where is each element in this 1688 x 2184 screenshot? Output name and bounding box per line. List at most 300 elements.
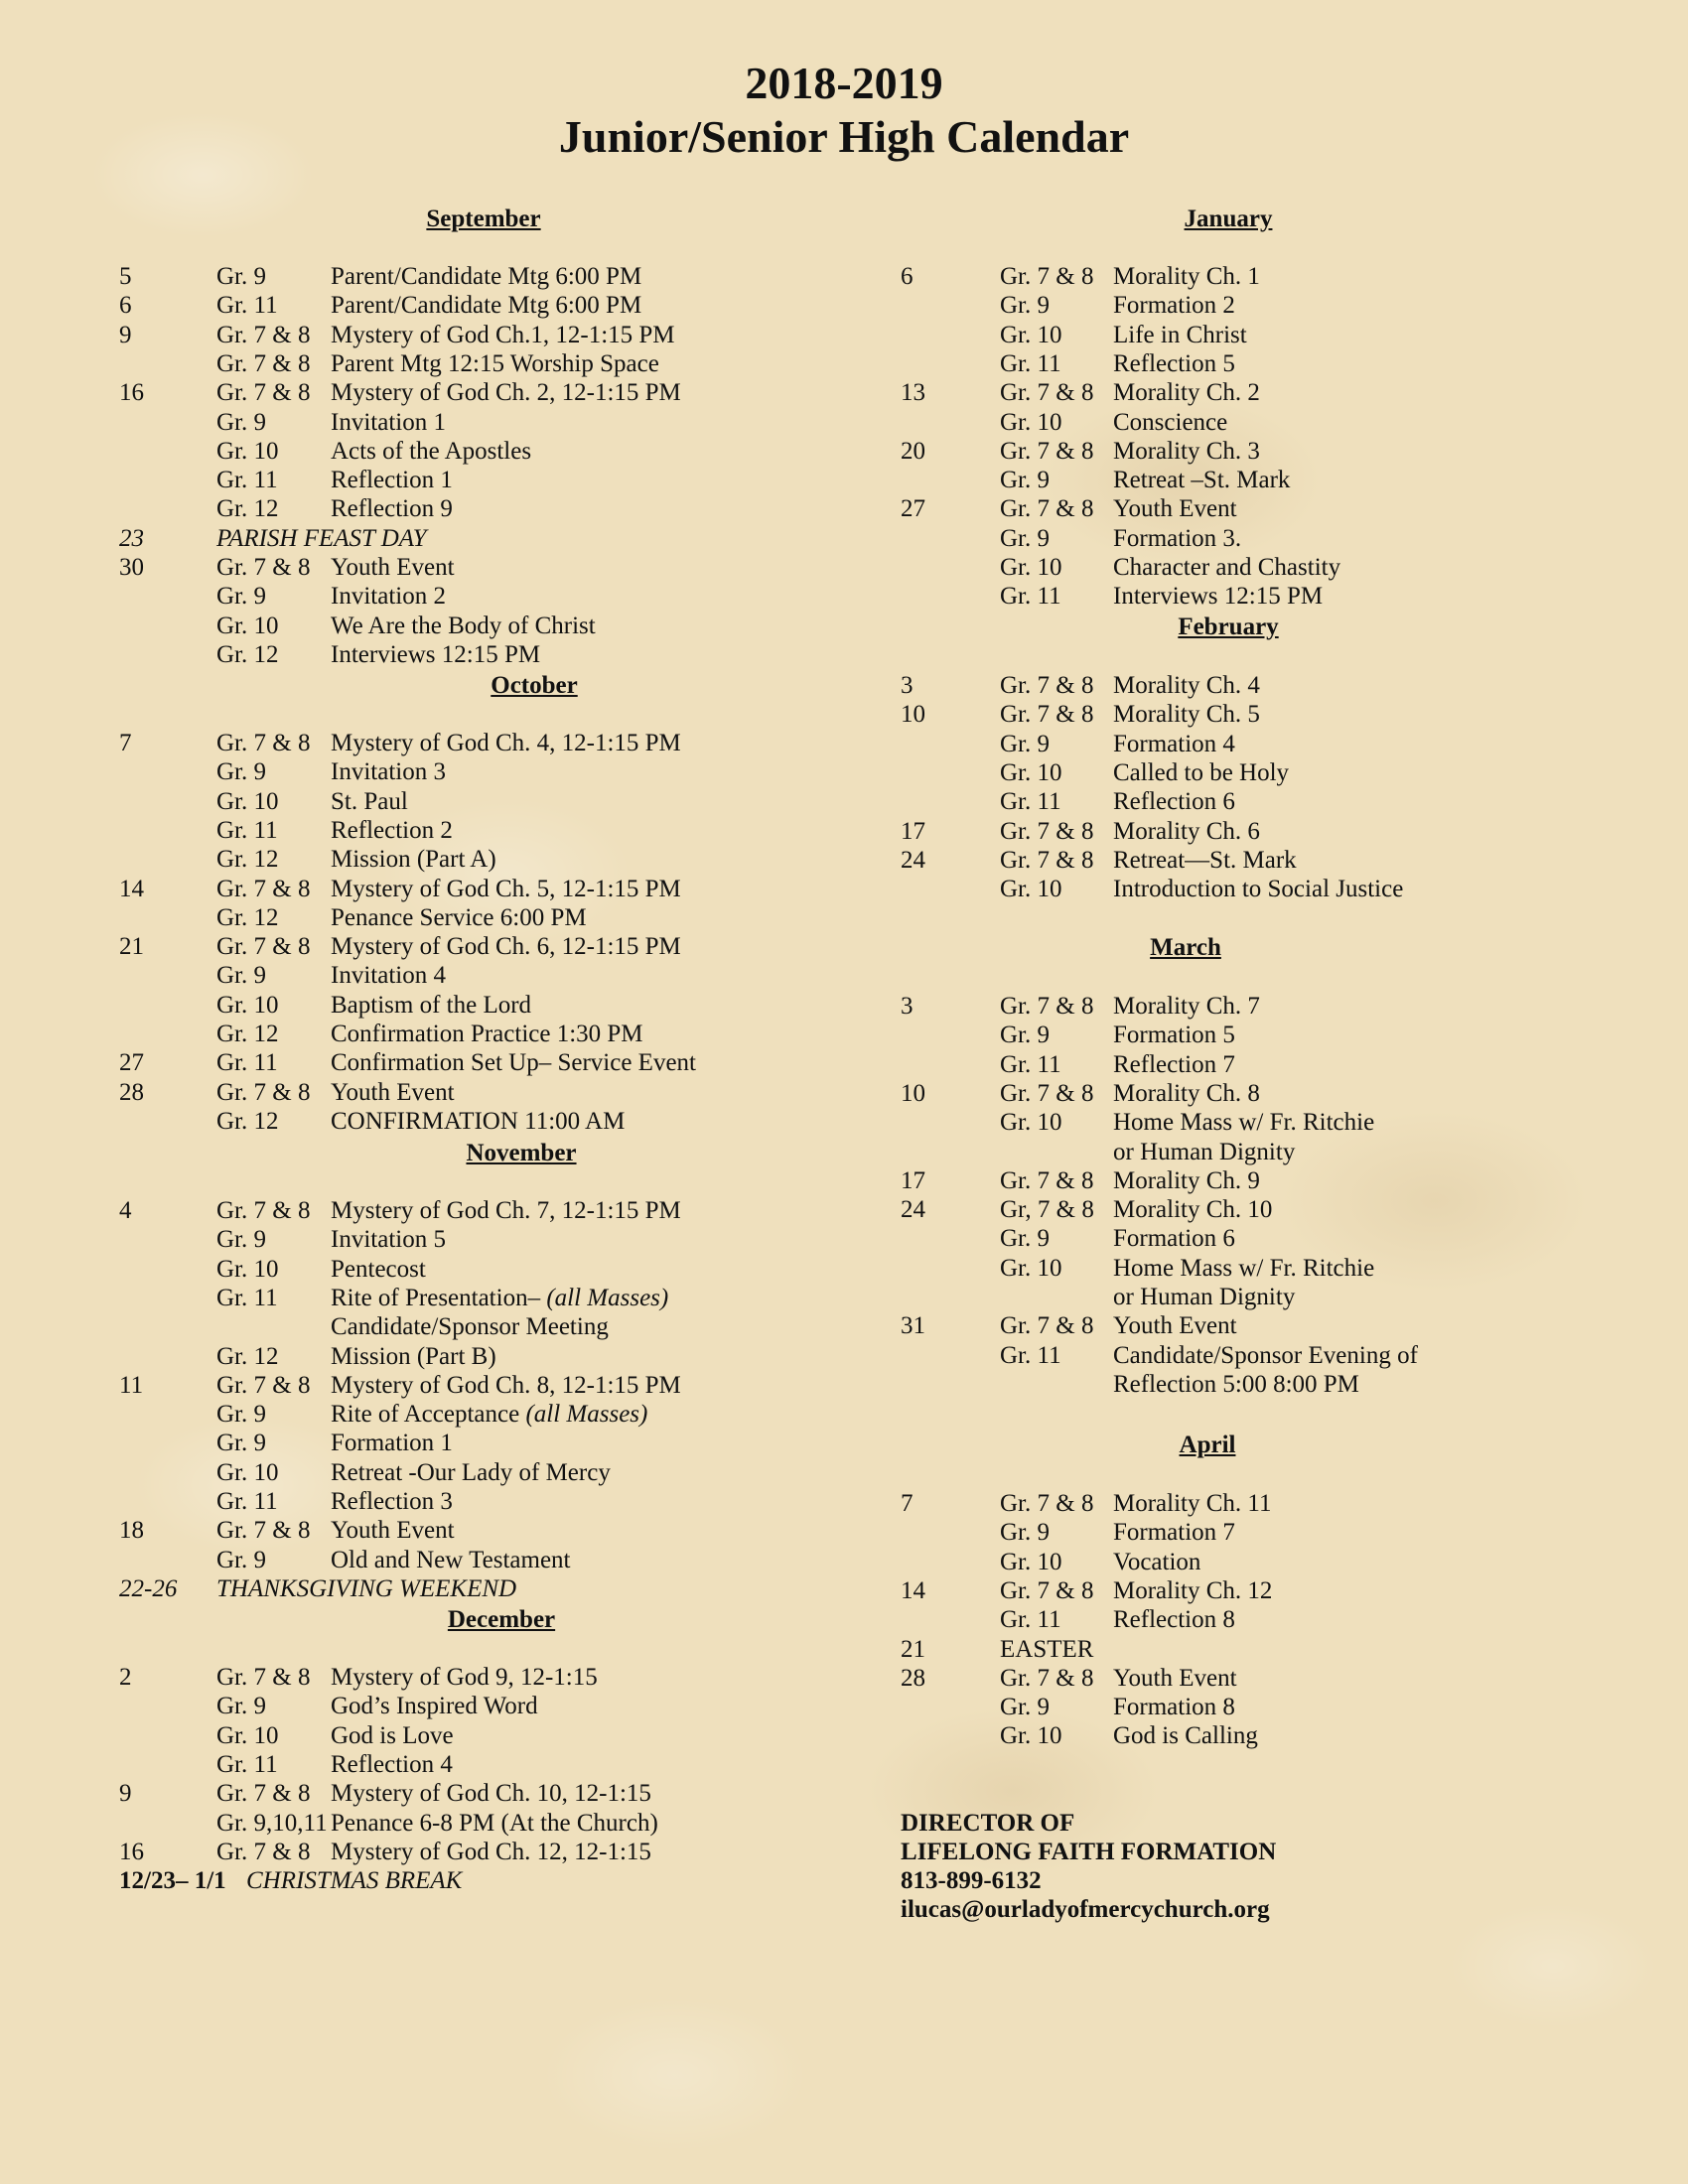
event-description-text: Morality Ch. 5: [1113, 701, 1260, 728]
grade-label: Gr. 9: [216, 1401, 266, 1428]
event-row: [0, 787, 1688, 816]
event-description-text: Morality Ch. 8: [1113, 1080, 1260, 1107]
contact-title: DIRECTOR OF: [901, 1810, 1075, 1837]
event-row: [0, 1400, 1688, 1429]
event-note: (all Masses): [525, 1401, 648, 1428]
grade-label: Gr. 9: [216, 1693, 266, 1719]
contact-email[interactable]: ilucas@ourladyofmercychurch.org: [901, 1896, 1270, 1923]
event-description-text: or Human Dignity: [1113, 1139, 1296, 1165]
event-row: [0, 903, 1688, 932]
event-description: [331, 1838, 651, 1866]
event-row: [0, 321, 1688, 349]
event-description-text: Mystery of God Ch. 5, 12-1:15 PM: [331, 876, 681, 902]
event-description-text: Reflection 8: [1113, 1606, 1235, 1633]
event-description-text: Youth Event: [1113, 1312, 1237, 1339]
event-row: [0, 291, 1688, 320]
event-description: [331, 1750, 453, 1779]
event-day: 10: [901, 701, 925, 728]
event-day: 24: [901, 1196, 925, 1223]
event-description-text: Morality Ch. 4: [1113, 672, 1260, 699]
grade-label: Gr. 7 & 8: [216, 1780, 311, 1807]
event-row: [0, 1458, 1688, 1487]
event-description-text: Retreat—St. Mark: [1113, 847, 1297, 874]
event-row: [0, 1721, 1688, 1750]
event-description: [1113, 875, 1403, 903]
event-day: 6: [119, 292, 132, 319]
grade-label: Gr. 9: [1000, 1694, 1050, 1720]
page-title-year: 2018-2019: [745, 58, 943, 108]
event-description-text: Life in Christ: [1113, 322, 1247, 348]
event-description-text: Morality Ch. 1: [1113, 263, 1260, 290]
event-description-text: Character and Chastity: [1113, 554, 1341, 581]
event-description: [1113, 817, 1260, 846]
grade-label: Gr. 11: [216, 1049, 278, 1076]
event-description: [1113, 1195, 1272, 1224]
event-description-text: Morality Ch. 12: [1113, 1577, 1273, 1604]
event-description: [1113, 321, 1247, 349]
event-row: [0, 466, 1688, 494]
event-row: [0, 582, 1688, 611]
event-description-text: Mystery of God 9, 12-1:15: [331, 1664, 598, 1691]
event-row: [0, 1866, 1688, 1895]
event-description-text: Reflection 5:00 8:00 PM: [1113, 1371, 1359, 1398]
event-description-text: Penance 6-8 PM (At the Church): [331, 1810, 658, 1837]
event-day: 28: [901, 1665, 925, 1692]
month-heading-march: March: [1150, 934, 1221, 961]
break-label: CHRISTMAS BREAK: [246, 1867, 463, 1894]
grade-label: Gr. 7 & 8: [1000, 818, 1094, 845]
grade-label: Gr. 7 & 8: [216, 876, 311, 902]
event-description: [1113, 1693, 1235, 1721]
event-day: 6: [901, 263, 914, 290]
event-description-text: Candidate/Sponsor Evening of: [1113, 1342, 1418, 1369]
grade-label: Gr. 10: [1000, 876, 1062, 902]
event-description: [1113, 1108, 1374, 1137]
event-description-text: Interviews 12:15 PM: [1113, 583, 1324, 610]
event-description-text: Home Mass w/ Fr. Ritchie: [1113, 1109, 1375, 1136]
grade-label: Gr. 11: [216, 292, 278, 319]
grade-label: Gr. 11: [216, 467, 278, 493]
event-description-text: Reflection 9: [331, 495, 453, 522]
break-dates: 12/23– 1/1: [119, 1867, 226, 1894]
event-description: [331, 1458, 611, 1487]
grade-label: Gr. 7 & 8: [216, 1517, 311, 1544]
event-description: [1113, 1138, 1295, 1166]
grade-label: Gr. 7 & 8: [1000, 672, 1094, 699]
event-row: [0, 758, 1688, 787]
event-description-text: Morality Ch. 10: [1113, 1196, 1273, 1223]
event-description: [331, 640, 540, 669]
event-day: 9: [119, 322, 132, 348]
grade-label: Gr. 10: [216, 438, 279, 465]
event-description-text: Conscience: [1113, 409, 1228, 436]
grade-label: Gr. 7 & 8: [216, 379, 311, 406]
event-description: [1113, 408, 1227, 437]
grade-label: Gr. 7 & 8: [216, 1839, 311, 1865]
event-row: [0, 408, 1688, 437]
event-description-text: Old and New Testament: [331, 1547, 571, 1573]
event-description: [331, 961, 446, 990]
month-heading-december: December: [447, 1606, 556, 1633]
event-description-text: Acts of the Apostles: [331, 438, 532, 465]
event-row: [0, 1779, 1688, 1808]
grade-label: Gr. 12: [216, 846, 279, 873]
event-description: [331, 1779, 651, 1808]
event-row: [0, 1750, 1688, 1779]
grade-label: Gr. 7 & 8: [1000, 847, 1094, 874]
contact-block: [901, 1809, 1276, 1924]
event-row: [0, 494, 1688, 523]
event-description: [1113, 1021, 1235, 1049]
event-row: [0, 1605, 1688, 1634]
event-day: 28: [119, 1079, 144, 1106]
event-row: [0, 730, 1688, 758]
month-heading-november: November: [466, 1140, 577, 1166]
event-day: 16: [119, 1839, 144, 1865]
event-description: [1113, 671, 1260, 700]
event-description-text: Formation 8: [1113, 1694, 1235, 1720]
grade-label: Gr. 11: [1000, 350, 1061, 377]
event-day: 23: [119, 525, 144, 552]
event-day: 3: [901, 672, 914, 699]
event-description: [1113, 1079, 1260, 1108]
event-description: [1113, 349, 1235, 378]
event-row: [0, 1224, 1688, 1253]
event-description-text: Reflection 2: [331, 817, 453, 844]
grade-label: Gr. 10: [216, 992, 279, 1019]
event-row: [0, 1050, 1688, 1079]
event-day: 11: [119, 1372, 144, 1399]
event-description: [1113, 1166, 1260, 1195]
event-description: [331, 1400, 647, 1429]
event-description: [1113, 1605, 1235, 1634]
event-row: [0, 612, 1688, 640]
event-row: [0, 961, 1688, 990]
event-description-text: Reflection 5: [1113, 350, 1235, 377]
event-day: 10: [901, 1080, 925, 1107]
grade-label: Gr. 9: [1000, 525, 1050, 552]
event-description-text: Retreat –St. Mark: [1113, 467, 1291, 493]
grade-label: Gr. 9: [1000, 292, 1050, 319]
event-description-text: Mystery of God Ch. 12, 12-1:15: [331, 1839, 651, 1865]
grade-label: Gr. 10: [1000, 759, 1062, 786]
event-row: [0, 262, 1688, 291]
event-description-text: God’s Inspired Word: [331, 1693, 538, 1719]
grade-label: Gr. 10: [1000, 322, 1062, 348]
event-row: [0, 1635, 1688, 1664]
event-description-text: Morality Ch. 6: [1113, 818, 1260, 845]
special-event: THANKSGIVING WEEKEND: [216, 1575, 517, 1602]
event-description-text: Reflection 3: [331, 1488, 453, 1515]
grade-label: Gr. 12: [216, 495, 279, 522]
grade-label: Gr. 9: [216, 1430, 266, 1456]
grade-label: Gr. 11: [1000, 1342, 1061, 1369]
event-description-text: Pentecost: [331, 1256, 426, 1283]
grade-label: Gr. 12: [216, 1108, 279, 1135]
event-description-text: Confirmation Set Up– Service Event: [331, 1049, 696, 1076]
grade-label: Gr. 7 & 8: [216, 730, 311, 756]
grade-label: Gr. 12: [216, 904, 279, 931]
event-row: [0, 1254, 1688, 1283]
event-description: [1113, 1311, 1237, 1340]
grade-label: Gr. 7 & 8: [216, 554, 311, 581]
event-description-text: Youth Event: [331, 1517, 455, 1544]
event-day: 21: [119, 933, 144, 960]
event-description-text: Morality Ch. 2: [1113, 379, 1260, 406]
event-note: (all Masses): [546, 1285, 669, 1311]
event-description: [331, 903, 587, 932]
event-description-text: Mystery of God Ch. 6, 12-1:15 PM: [331, 933, 681, 960]
grade-label: Gr. 10: [1000, 554, 1062, 581]
event-day: 2: [119, 1664, 132, 1691]
grade-label: Gr. 10: [216, 1722, 279, 1749]
event-description-text: Retreat -Our Lady of Mercy: [331, 1459, 611, 1486]
event-description-text: CONFIRMATION 11:00 AM: [331, 1108, 626, 1135]
event-day: 14: [901, 1577, 925, 1604]
event-description: [1113, 1224, 1235, 1253]
event-description-text: Formation 5: [1113, 1022, 1235, 1048]
grade-label: Gr. 7 & 8: [216, 322, 311, 348]
month-heading-october: October: [491, 672, 578, 699]
event-row: [0, 1195, 1688, 1224]
event-description: [1113, 1370, 1359, 1399]
event-day: 30: [119, 554, 144, 581]
event-description: [1113, 437, 1260, 466]
event-row: [0, 640, 1688, 669]
grade-label: Gr. 7 & 8: [216, 1664, 311, 1691]
grade-label: Gr. 9: [1000, 1225, 1050, 1252]
event-day: 14: [119, 876, 144, 902]
event-description: [1113, 378, 1260, 407]
grade-label: Gr. 7 & 8: [1000, 1577, 1094, 1604]
event-description-text: Invitation 2: [331, 583, 446, 610]
event-description-text: Parent Mtg 12:15 Worship Space: [331, 350, 659, 377]
event-row: [0, 524, 1688, 553]
grade-label: Gr. 7 & 8: [1000, 263, 1094, 290]
grade-label: Gr. 11: [1000, 583, 1061, 610]
event-day: 31: [901, 1312, 925, 1339]
grade-label: Gr. 7 & 8: [1000, 1490, 1094, 1517]
event-day: 4: [119, 1197, 132, 1224]
event-description-text: Interviews 12:15 PM: [331, 641, 541, 668]
page-title: Junior/Senior High Calendar: [558, 111, 1130, 162]
event-description-text: Mystery of God Ch. 4, 12-1:15 PM: [331, 730, 681, 756]
event-description: [1113, 700, 1260, 729]
event-description-text: Formation 6: [1113, 1225, 1235, 1252]
event-description-text: St. Paul: [331, 788, 408, 815]
contact-phone: 813-899-6132: [901, 1867, 1042, 1894]
event-description-text: Called to be Holy: [1113, 759, 1290, 786]
event-row: [0, 349, 1688, 378]
grade-label: Gr. 9: [216, 583, 266, 610]
event-description-text: Candidate/Sponsor Meeting: [331, 1313, 609, 1340]
event-row: [0, 1341, 1688, 1370]
grade-label: Gr. 10: [216, 613, 279, 639]
grade-label: Gr. 12: [216, 641, 279, 668]
event-row: [0, 1370, 1688, 1399]
event-description: [1113, 291, 1235, 320]
event-description: [1113, 1518, 1235, 1547]
event-description: [1113, 1721, 1258, 1750]
event-row: [0, 817, 1688, 846]
grade-label: Gr. 7 & 8: [1000, 379, 1094, 406]
event-description-text: Rite of Acceptance: [331, 1401, 526, 1428]
event-row: [0, 378, 1688, 407]
event-description: [1113, 1254, 1374, 1283]
grade-label: Gr. 11: [216, 1751, 278, 1778]
grade-label: Gr. 9: [1000, 1022, 1050, 1048]
event-row: [0, 553, 1688, 582]
grade-label: EASTER: [1000, 1636, 1094, 1663]
grade-label: Gr. 9: [216, 758, 266, 785]
event-description-text: Mystery of God Ch. 8, 12-1:15 PM: [331, 1372, 681, 1399]
event-description-text: Invitation 4: [331, 962, 446, 989]
event-description-text: Reflection 1: [331, 467, 453, 493]
grade-label: Gr. 7 & 8: [1000, 701, 1094, 728]
month-heading-january: January: [1184, 205, 1273, 232]
event-row: [0, 671, 1688, 700]
grade-label: Gr. 10: [216, 1459, 279, 1486]
grade-label: Gr. 10: [1000, 409, 1062, 436]
month-heading-september: September: [426, 205, 541, 232]
event-row: [0, 700, 1688, 729]
event-description-text: Formation 1: [331, 1430, 453, 1456]
event-day: 21: [901, 1636, 925, 1663]
event-description-text: Penance Service 6:00 PM: [331, 904, 587, 931]
event-day: 9: [119, 1780, 132, 1807]
event-description-text: We Are the Body of Christ: [331, 613, 596, 639]
event-row: [0, 437, 1688, 466]
grade-label: Gr. 12: [216, 1343, 279, 1370]
event-description-text: Reflection 4: [331, 1751, 453, 1778]
event-description-text: Mystery of God Ch. 10, 12-1:15: [331, 1780, 651, 1807]
event-description-text: Mystery of God Ch.1, 12-1:15 PM: [331, 322, 675, 348]
event-description: [1113, 1050, 1235, 1079]
event-row: [0, 1138, 1688, 1166]
grade-label: Gr. 7 & 8: [1000, 495, 1094, 522]
event-description-text: or Human Dignity: [1113, 1284, 1296, 1310]
grade-label: Gr. 10: [216, 1256, 279, 1283]
grade-label: Gr. 9,10,11: [216, 1810, 328, 1837]
event-description-text: Invitation 1: [331, 409, 446, 436]
grade-label: Gr. 11: [216, 1488, 278, 1515]
event-description: [1113, 466, 1290, 494]
event-description-text: Reflection 7: [1113, 1051, 1235, 1078]
grade-label: Gr. 10: [1000, 1109, 1062, 1136]
grade-label: Gr. 7 & 8: [1000, 438, 1094, 465]
event-day: 17: [901, 1167, 925, 1194]
event-row: [0, 932, 1688, 961]
grade-label: Gr. 7 & 8: [216, 1079, 311, 1106]
event-description: [1113, 1664, 1237, 1693]
event-description: [331, 1809, 658, 1838]
event-description: [1113, 1341, 1418, 1370]
event-row: [0, 1079, 1688, 1108]
event-description: [1113, 1283, 1295, 1311]
event-day: 13: [901, 379, 925, 406]
event-row: [0, 1489, 1688, 1518]
event-row: [0, 1518, 1688, 1547]
event-row: [0, 1311, 1688, 1340]
grade-label: Gr. 7 & 8: [1000, 993, 1094, 1020]
month-heading-february: February: [1178, 614, 1279, 640]
event-description-text: Morality Ch. 3: [1113, 438, 1260, 465]
grade-label: Gr. 7 & 8: [1000, 1312, 1094, 1339]
event-row: [0, 846, 1688, 875]
event-description-text: Youth Event: [1113, 1665, 1237, 1692]
grade-label: Gr. 7 & 8: [216, 350, 311, 377]
event-day: 20: [901, 438, 925, 465]
grade-label: Gr. 7 & 8: [1000, 1167, 1094, 1194]
event-description-text: Rite of Presentation–: [331, 1285, 547, 1311]
event-row: [0, 1809, 1688, 1838]
event-row: [0, 875, 1688, 903]
month-heading-april: April: [1179, 1432, 1236, 1458]
grade-label: Gr. 9: [1000, 1519, 1050, 1546]
grade-label: Gr. 10: [216, 788, 279, 815]
event-description-text: God is Calling: [1113, 1722, 1258, 1749]
event-row: [0, 1576, 1688, 1605]
event-day: 27: [901, 495, 925, 522]
grade-label: Gr. 9: [1000, 731, 1050, 757]
event-description-text: Formation 7: [1113, 1519, 1235, 1546]
event-description-text: Youth Event: [331, 1079, 455, 1106]
grade-label: Gr. 11: [216, 1285, 278, 1311]
event-row: [0, 1021, 1688, 1049]
event-description-text: Mystery of God Ch. 7, 12-1:15 PM: [331, 1197, 681, 1224]
event-description-text: Formation 4: [1113, 731, 1235, 757]
event-row: [0, 1838, 1688, 1866]
event-day: 5: [119, 263, 132, 290]
grade-label: Gr. 11: [1000, 1051, 1061, 1078]
event-row: [0, 1108, 1688, 1137]
event-day: 18: [119, 1517, 144, 1544]
grade-label: Gr. 9: [216, 1226, 266, 1253]
event-row: [0, 1429, 1688, 1457]
event-description: [1113, 1548, 1200, 1576]
event-row: [0, 1548, 1688, 1576]
event-description: [331, 932, 681, 961]
event-description-text: Youth Event: [1113, 495, 1237, 522]
event-day: 17: [901, 818, 925, 845]
grade-label: Gr. 7 & 8: [216, 1372, 311, 1399]
special-event: PARISH FEAST DAY: [216, 525, 427, 552]
event-description: [1113, 730, 1235, 758]
grade-label: Gr, 7 & 8: [1000, 1196, 1094, 1223]
event-description: [1113, 846, 1297, 875]
grade-label: Gr. 7 & 8: [216, 1197, 311, 1224]
grade-label: Gr. 11: [216, 817, 278, 844]
grade-label: Gr. 9: [216, 1547, 266, 1573]
event-description-text: Parent/Candidate Mtg 6:00 PM: [331, 263, 642, 290]
event-description-text: Introduction to Social Justice: [1113, 876, 1404, 902]
event-description-text: Morality Ch. 7: [1113, 993, 1260, 1020]
event-description-text: Home Mass w/ Fr. Ritchie: [1113, 1255, 1375, 1282]
event-day: 7: [901, 1490, 914, 1517]
event-description: [1113, 1489, 1272, 1518]
event-description: [1113, 524, 1241, 553]
grade-label: Gr. 11: [1000, 1606, 1061, 1633]
grade-label: Gr. 10: [1000, 1722, 1062, 1749]
event-description-text: Mission (Part B): [331, 1343, 496, 1370]
event-description-text: Mystery of God Ch. 2, 12-1:15 PM: [331, 379, 681, 406]
event-day: 22-26: [119, 1575, 178, 1602]
event-description: [1113, 1576, 1272, 1605]
grade-label: Gr. 11: [1000, 788, 1061, 815]
event-day: 3: [901, 993, 914, 1020]
event-description: [1113, 262, 1260, 291]
event-day: 27: [119, 1049, 144, 1076]
